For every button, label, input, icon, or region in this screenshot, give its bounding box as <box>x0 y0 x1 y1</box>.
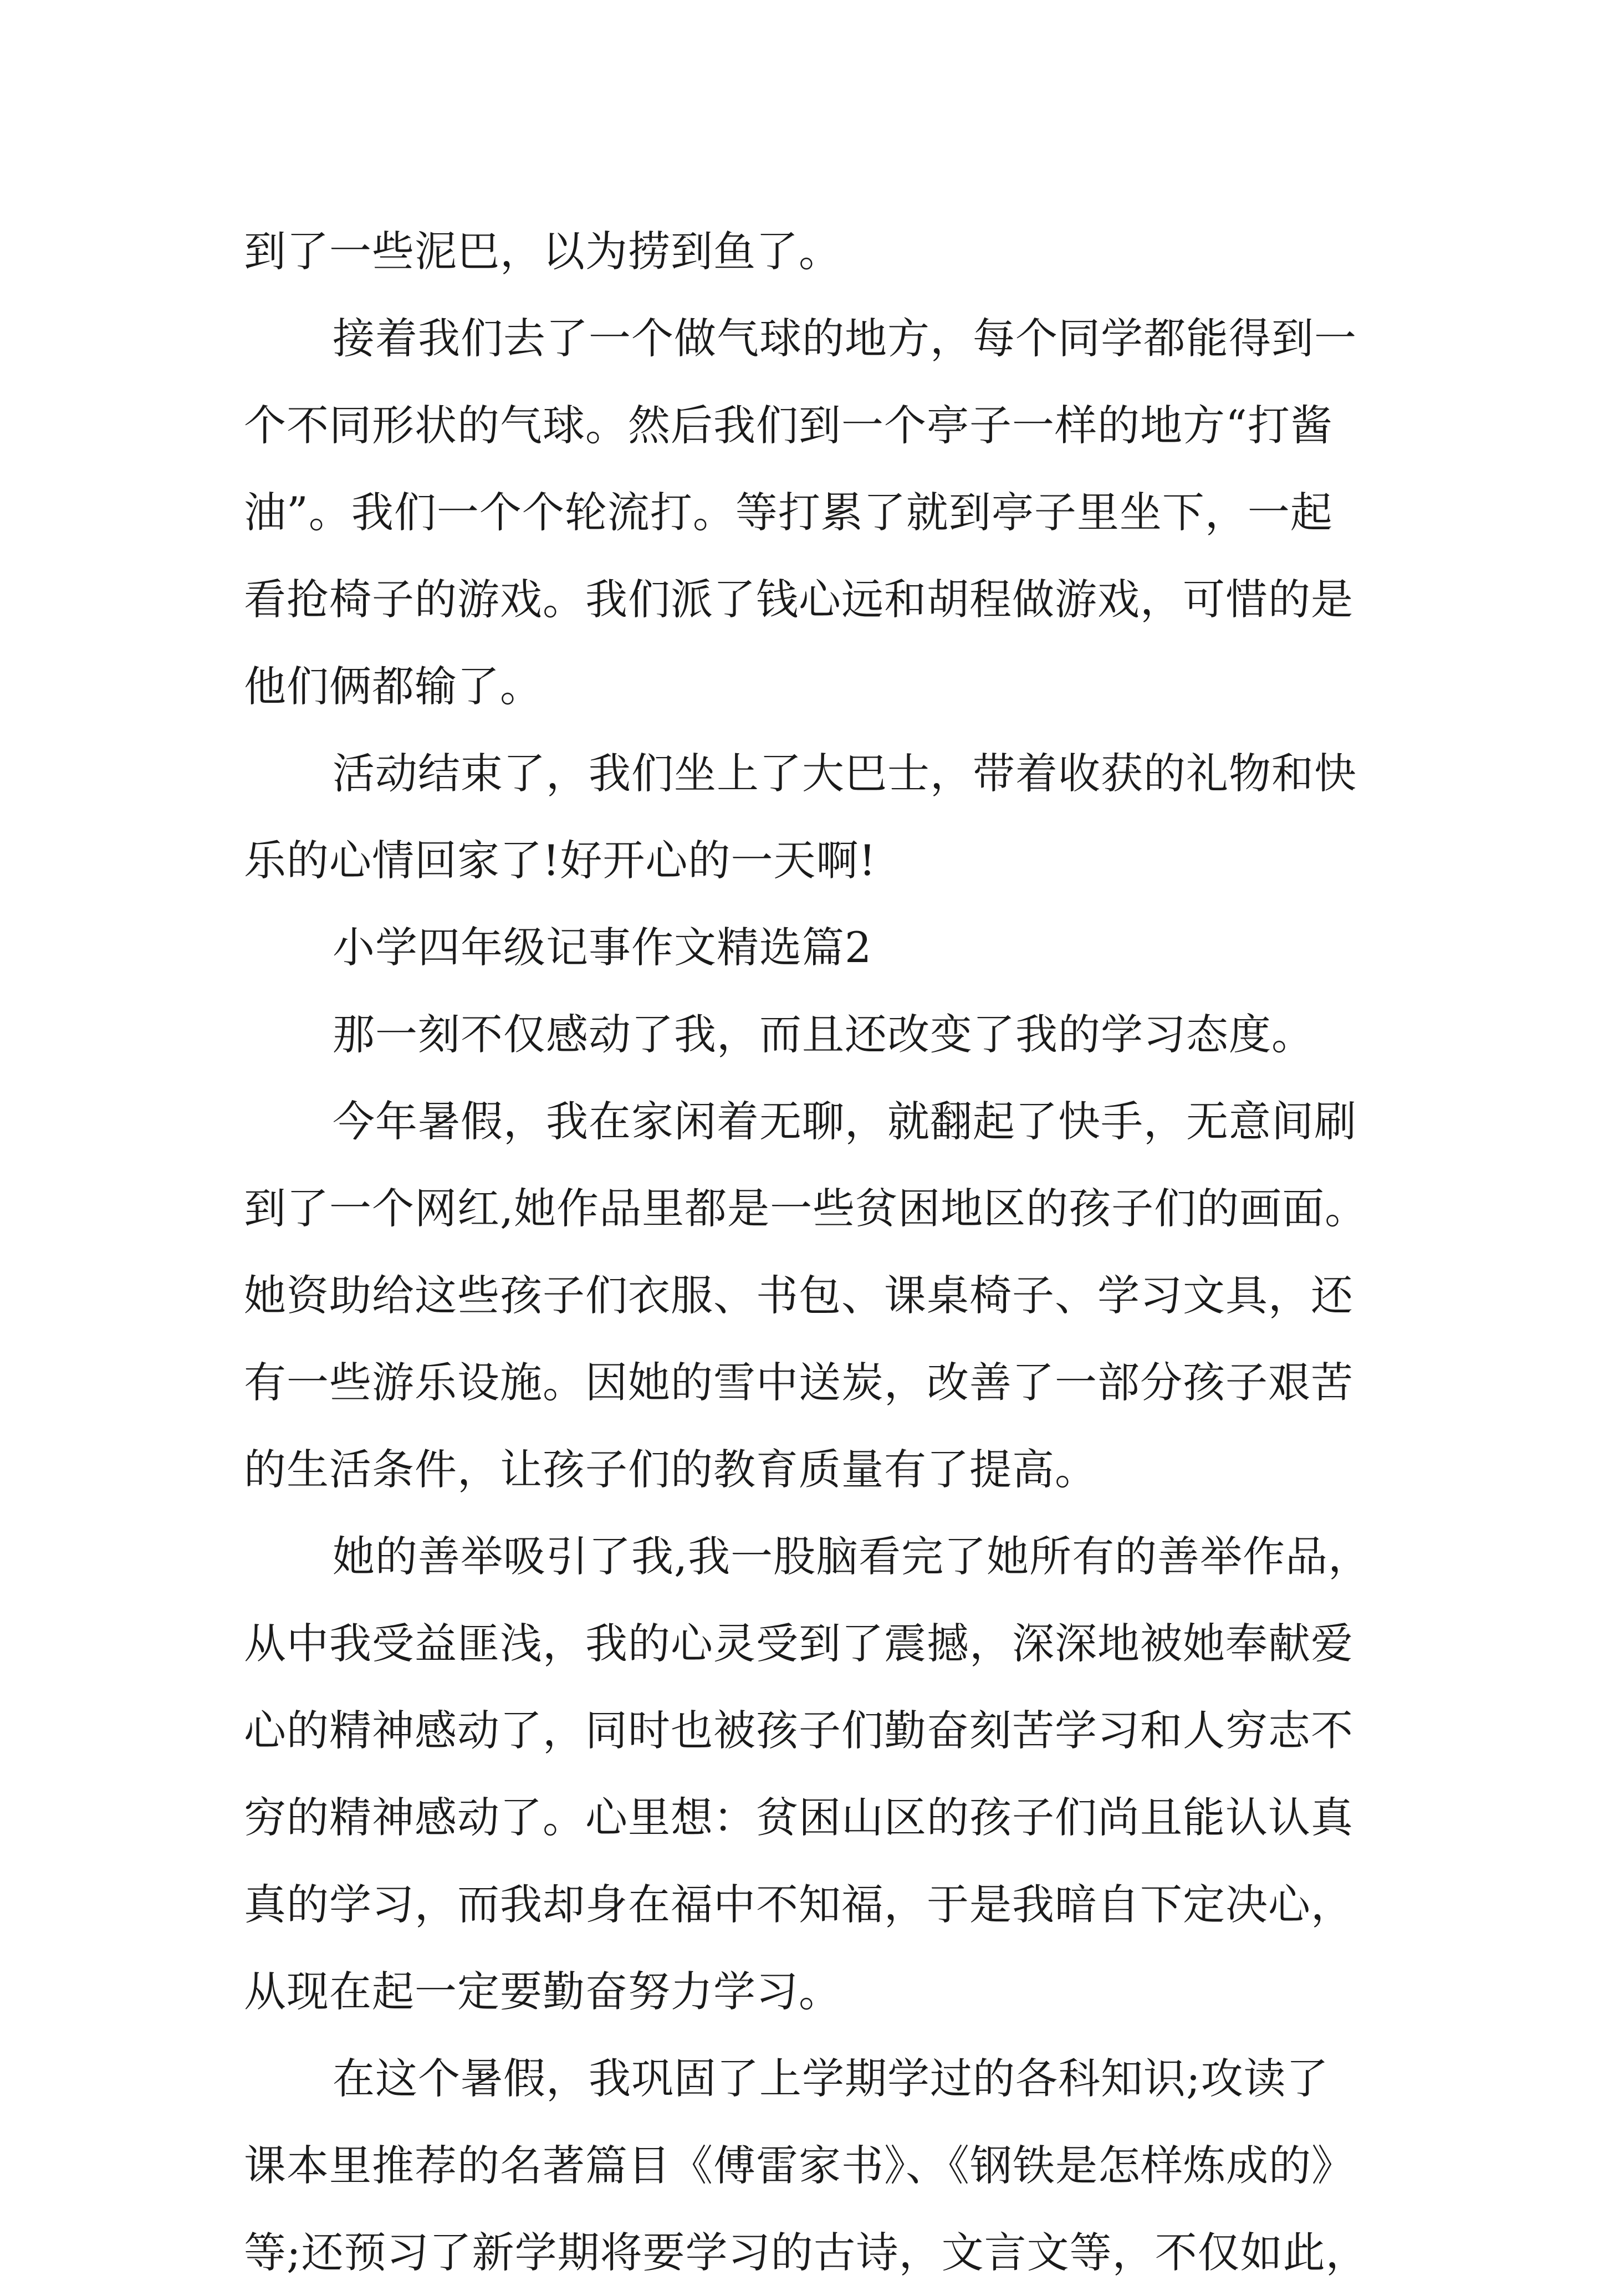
text-line: 她资助给这些孩子们衣服、书包、课桌椅子、学习文具，还 <box>244 1271 1353 1320</box>
text-line: 接着我们去了一个做气球的地方，每个同学都能得到一 <box>333 314 1357 363</box>
text-line: 她的善举吸引了我,我一股脑看完了她所有的善举作品， <box>333 1532 1371 1581</box>
text-line: 活动结束了，我们坐上了大巴士，带着收获的礼物和快 <box>333 749 1357 798</box>
text-line: 有一些游乐设施。因她的雪中送炭，改善了一部分孩子艰苦 <box>244 1358 1353 1407</box>
text-line: 他们俩都输了。 <box>244 662 543 711</box>
body-text <box>244 208 1375 2296</box>
text-line: 等;还预习了新学期将要学习的古诗，文言文等，不仅如此， <box>244 2228 1368 2277</box>
text-line: 课本里推荐的名著篇目《傅雷家书》、《钢铁是怎样炼成的》 <box>244 2141 1354 2190</box>
text-line: 油”。我们一个个轮流打。等打累了就到亭子里坐下，一起 <box>244 488 1333 537</box>
text-line: 心的精神感动了，同时也被孩子们勤奋刻苦学习和人穷志不 <box>244 1706 1353 1755</box>
text-line: 到了一些泥巴，以为捞到鱼了。 <box>244 227 841 276</box>
text-line: 从中我受益匪浅，我的心灵受到了震撼，深深地被她奉献爱 <box>244 1619 1353 1668</box>
section-heading: 小学四年级记事作文精选篇2 <box>333 923 872 972</box>
text-line: 今年暑假，我在家闲着无聊，就翻起了快手，无意间刷 <box>333 1097 1357 1146</box>
text-line: 的生活条件，让孩子们的教育质量有了提高。 <box>244 1445 1097 1494</box>
text-line: 到了一个网红,她作品里都是一些贫困地区的孩子们的画面。 <box>244 1184 1368 1233</box>
text-line: 乐的心情回家了!好开心的一天啊! <box>244 836 877 885</box>
text-line: 从现在起一定要勤奋努力学习。 <box>244 1967 841 2016</box>
text-line: 看抢椅子的游戏。我们派了钱心远和胡程做游戏，可惜的是 <box>244 575 1353 624</box>
text-line: 个不同形状的气球。然后我们到一个亭子一样的地方“打酱 <box>244 401 1333 450</box>
text-line: 在这个暑假，我巩固了上学期学过的各科知识;攻读了 <box>333 2054 1329 2103</box>
text-line: 真的学习，而我却身在福中不知福，于是我暗自下定决心， <box>244 1880 1353 1929</box>
text-line: 穷的精神感动了。心里想：贫困山区的孩子们尚且能认认真 <box>244 1793 1353 1842</box>
text-line: 那一刻不仅感动了我，而且还改变了我的学习态度。 <box>333 1010 1314 1059</box>
